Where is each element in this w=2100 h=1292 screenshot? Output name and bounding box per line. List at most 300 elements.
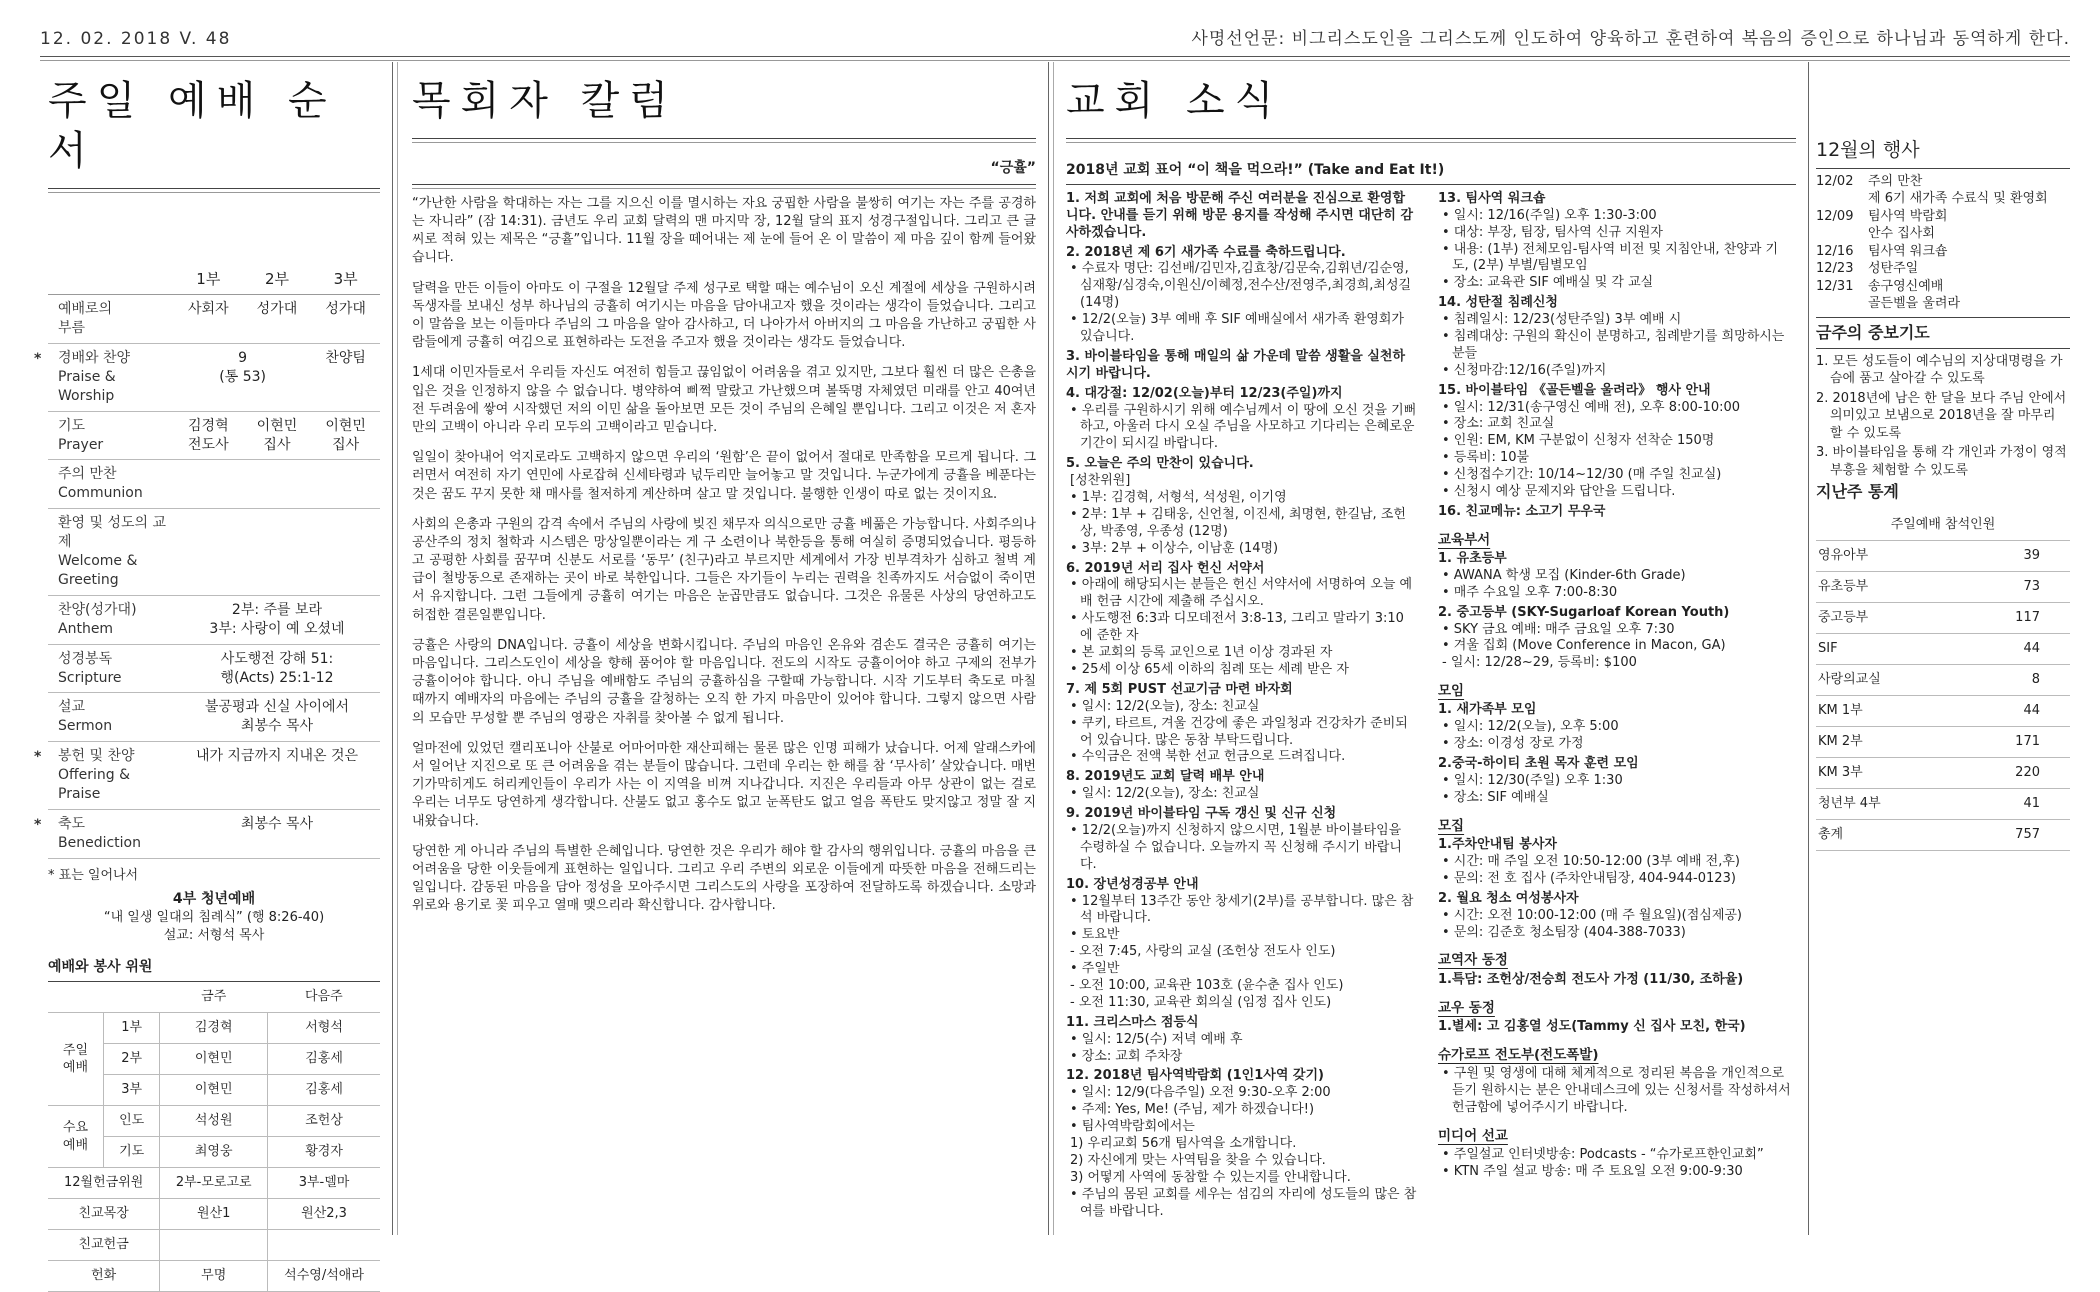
news-item-detail: • 2부: 1부 + 김태웅, 신언철, 이진세, 최명현, 한길남, 조헌상, 박종영, 우종성 (12명) xyxy=(1070,506,1406,539)
worship-item-value: 사도행전 강해 51: 행(Acts) 25:1-12 xyxy=(174,644,380,693)
service-committee-table xyxy=(48,981,380,1292)
worship-row xyxy=(48,509,380,596)
worship-item-value xyxy=(243,509,312,596)
news-item xyxy=(1438,1019,1794,1036)
news-item-detail: • 문의: 전 호 집사 (주차안내팀장, 404-944-0123) xyxy=(1442,870,1736,886)
service-next-week: 원산2,3 xyxy=(268,1199,380,1230)
service-row xyxy=(48,1230,380,1261)
service-role: 친교목장 xyxy=(48,1199,160,1230)
attendance-row xyxy=(1816,757,2070,788)
service-committee-title: 예배와 봉사 위원 xyxy=(48,959,153,976)
news-item-detail: • 인원: EM, KM 구분없이 신청자 선착순 150명 xyxy=(1442,433,1715,449)
news-item xyxy=(1066,561,1416,679)
news-item xyxy=(1438,756,1794,807)
news-right xyxy=(1438,191,1794,1184)
header-blank xyxy=(48,982,160,1013)
worship-row xyxy=(48,295,380,344)
news-item-detail: • 주님의 몸된 교회를 세우는 섬김의 자리에 성도들의 많은 참여를 바랍니다. xyxy=(1070,1186,1417,1219)
column-paragraph: 1세대 이민자들로서 우리들 자신도 여전히 힘들고 끊임없이 어려움을 겪고 있지만, 그보다 훨씬 더 많은 은총을 입은 것을 인정하지 않을 수 없습니다. 병약하여 삐쩍 말랐고 가난했으며 볼뚝명 자체였던 미래를 안고 40여년 전 두려움에 쌓여 시작했던 저의 이민 삶을 돌아보면 모든 것이 주님의 은혜일 뿐입니다. 그리고 이것은 저 혼자만의 고백이 아니라 우리 모두의 고백이라고 믿습니다. xyxy=(412,365,1036,435)
attendance-group: 사랑의교실 xyxy=(1816,664,1953,695)
attendance-group: 중고등부 xyxy=(1816,602,1953,633)
masthead xyxy=(40,22,2070,52)
news-item-detail: • 12월부터 13주간 동안 창세기(2부)를 공부합니다. 많은 참석 바랍니다. xyxy=(1070,893,1414,926)
news-item-detail: • 매주 수요일 오후 7:00-8:30 xyxy=(1442,584,1618,600)
news-item-title: 1. 유초등부 xyxy=(1438,551,1507,567)
worship-item-name: 기도 Prayer xyxy=(48,411,174,460)
attendance-count: 757 xyxy=(1953,819,2070,850)
pastor-column xyxy=(412,66,1036,1235)
date-volume: 12. 02. 2018 V. 48 xyxy=(40,29,232,49)
news-item-title: 12. 2018년 팀사역박람회 (1인1사역 갖기) xyxy=(1066,1068,1324,1084)
section-rule xyxy=(1816,317,2070,318)
news-item xyxy=(1066,191,1416,242)
attendance-table xyxy=(1816,509,2070,851)
news-item-title: 2. 월요 청소 여성봉사자 xyxy=(1438,890,1579,906)
worship-item-value xyxy=(311,460,380,509)
service-role: 1부 xyxy=(103,1013,159,1044)
column-divider xyxy=(397,62,398,1235)
news-item-title: 16. 친교메뉴: 소고기 무우국 xyxy=(1438,503,1606,519)
news-item-detail: [성찬위원] xyxy=(1070,473,1131,489)
news-item-detail: • 시간: 오전 10:00-12:00 (매 주 월요일)(점심제공) xyxy=(1442,907,1743,923)
section-rule xyxy=(1816,168,2070,169)
news-item-detail: • 장소: SIF 예배실 xyxy=(1442,789,1549,805)
attendance-group: 청년부 4부 xyxy=(1816,788,1953,819)
event-date: 12/16 xyxy=(1816,243,1854,259)
section-rule xyxy=(412,184,1036,185)
attendance-row xyxy=(1816,571,2070,602)
news-item-detail: • 쿠키, 타르트, 겨울 건강에 좋은 과일청과 건강차가 준비되어 있습니다. 많은 동참 부탁드립니다. xyxy=(1070,715,1408,748)
worship-item-name: 봉헌 및 찬양 Offering & Praise * xyxy=(48,742,174,810)
service-group: 수요 예배 xyxy=(48,1106,103,1168)
news-item-detail: • 시간: 매 주일 오전 10:50-12:00 (3부 예배 전,후) xyxy=(1442,853,1740,869)
top-rule-thin xyxy=(40,60,2070,61)
news-item-detail: • 구원 및 영생에 대해 체계적으로 정리된 복음을 개인적으로 듣기 원하시는 분은 안내데스크에 있는 신청서를 작성하셔서 헌금함에 넣어주시기 바랍니다. xyxy=(1442,1065,1791,1115)
news-item-detail: • 침례대상: 구원의 확신이 분명하고, 침례받기를 희망하시는 분들 xyxy=(1442,329,1785,361)
news-item-detail: • 겨울 집회 (Move Conference in Macon, GA) xyxy=(1442,638,1726,654)
news-item-detail: • 신청마감:12/16(주일)까지 xyxy=(1442,362,1607,378)
news-item-detail: • 사도행전 6:3과 디모데전서 3:8-13, 그리고 말라기 3:10에 준한 자 xyxy=(1070,611,1404,644)
worship-item-value: 2부: 주를 보라 3부: 사랑이 예 오셨네 xyxy=(174,595,380,644)
header-blank xyxy=(48,249,174,295)
worship-item-value: 이현민 집사 xyxy=(243,411,312,460)
youth-service xyxy=(48,890,380,944)
attendance-count: 73 xyxy=(1953,571,2070,602)
news-item-detail: - 오전 7:45, 사랑의 교실 (조헌상 전도사 인도) xyxy=(1070,944,1336,960)
service-this-week: 무명 xyxy=(160,1261,268,1292)
worship-title: 주일 예배 순서 xyxy=(48,78,337,174)
church-motto: 2018년 교회 표어 “이 책을 먹으라!” (Take and Eat It!) xyxy=(1066,162,1445,178)
service-next-week: 서형석 xyxy=(268,1013,380,1044)
news-item-title: 1. 저희 교회에 처음 방문해 주신 여러분을 진심으로 환영합니다. 안내를 듣기 위해 방문 용지를 작성해 주시면 대단히 감사하겠습니다. xyxy=(1066,190,1414,240)
service-next-week: 석수영/석애라 xyxy=(268,1261,380,1292)
news-item xyxy=(1438,1147,1794,1181)
standing-star: * xyxy=(34,351,42,368)
event-row xyxy=(1816,278,2070,313)
news-item xyxy=(1438,383,1794,501)
prayer-item: 2. 2018년에 남은 한 달을 보다 주님 안에서 의미있고 보냄으로 2018년을 잘 마무리 할 수 있도록 xyxy=(1816,390,2067,441)
worship-row xyxy=(48,344,380,412)
news-item-title: 2. 중고등부 (SKY-Sugarloaf Korean Youth) xyxy=(1438,604,1730,620)
news-item-title: 1.주차안내팀 봉사자 xyxy=(1438,837,1557,853)
news-item-detail: • 대상: 부장, 팀장, 팀사역 신규 지원자 xyxy=(1442,224,1663,240)
service-week-header: 금주 xyxy=(160,982,268,1013)
prayer-title: 금주의 중보기도 xyxy=(1816,323,1930,343)
worship-item-value: 성가대 xyxy=(311,295,380,344)
event-row xyxy=(1816,260,2070,278)
service-this-week: 2부-모로고로 xyxy=(160,1168,268,1199)
news-item xyxy=(1438,504,1794,521)
worship-header-row xyxy=(48,249,380,295)
news-item xyxy=(1066,349,1416,383)
news-item-detail: • 토요반 xyxy=(1070,927,1120,943)
news-item-detail: - 오전 11:30, 교육관 회의실 (임정 집사 인도) xyxy=(1070,994,1332,1010)
news-item-detail: • 1부: 김경혁, 서형석, 석성원, 이기영 xyxy=(1070,490,1287,506)
worship-item-name: 환영 및 성도의 교제 Welcome & Greeting xyxy=(48,509,174,596)
news-item-title: 15. 바이블타임 《골든벨을 울려라》 행사 안내 xyxy=(1438,382,1711,398)
news-item xyxy=(1438,891,1794,942)
event-date: 12/09 xyxy=(1816,208,1854,224)
news-item-detail: • 3부: 2부 + 이상수, 이남훈 (14명) xyxy=(1070,540,1279,556)
event-date: 12/23 xyxy=(1816,261,1854,277)
news-item-detail: • 일시: 12/16(주일) 오후 1:30-3:00 xyxy=(1442,207,1657,223)
column-paragraph: “가난한 사람을 학대하는 자는 그를 지으신 이를 멸시하는 자요 궁핍한 사람을 불쌍히 여기는 자는 주를 공경하는 자니라” (잠 14:31). 금년도 우리 교회 달력의 맨 마지막 장, 12월 달의 표지 성경구절입니다. 그리고 큰 글씨로 적혀 있는 제목은 “긍휼”입니다. 11월 장을 떼어내는 제 눈에 들어 온 이 말씀이 제 마음 깊이 함께 들어왔습니다. xyxy=(412,195,1036,266)
section-rule xyxy=(412,188,1036,189)
worship-item-name: 경배와 찬양 Praise & Worship * xyxy=(48,344,174,412)
news-item-detail: • 수료자 명단: 김선배/김민자,김효창/김문숙,김휘년/김순영,심재황/심경숙,이원신/이혜정,전수산/전영주,최경희,최성길(14명) xyxy=(1070,261,1412,311)
news-item-detail: • 신청시 예상 문제지와 답안을 드립니다. xyxy=(1442,484,1676,500)
attendance-row xyxy=(1816,602,2070,633)
news-item-title: 2. 2018년 제 6기 새가족 수료를 축하드립니다. xyxy=(1066,244,1346,260)
attendance-count: 39 xyxy=(1953,540,2070,571)
service-row xyxy=(48,1261,380,1292)
section-rule xyxy=(412,142,1036,143)
column-divider xyxy=(392,62,393,1235)
attendance-group: 유초등부 xyxy=(1816,571,1953,602)
news-item-detail: • SKY 금요 예배: 매주 금요일 오후 7:30 xyxy=(1442,621,1675,637)
news-item-detail: 2) 자신에게 맞는 사역팀을 찾을 수 있습니다. xyxy=(1070,1152,1326,1168)
worship-item-name: 주의 만찬 Communion xyxy=(48,460,174,509)
news-item-detail: • 우리를 구원하시기 위해 예수님께서 이 땅에 오신 것을 기뻐하고, 아울러 다시 오실 주님을 사모하고 기다리는 은혜로운 기간이 되시길 바랍니다. xyxy=(1070,402,1417,452)
news-item-detail: • 내용: (1부) 전체모임-팀사역 비전 및 지침안내, 찬양과 기도, (2부) 부별/팀별모임 xyxy=(1442,241,1779,274)
attendance-row xyxy=(1816,664,2070,695)
attendance-group: SIF xyxy=(1816,633,1953,664)
news-item-detail: • 문의: 김준호 청소팀장 (404-388-7033) xyxy=(1442,924,1686,940)
pastor-column-title: 목회자 칼럼 xyxy=(412,78,678,124)
standing-star: * xyxy=(34,816,42,833)
event-row xyxy=(1816,208,2070,243)
news-group-title: 슈가로프 전도부(전도폭발) xyxy=(1438,1046,1599,1063)
service-role: 3부 xyxy=(103,1075,159,1106)
news-item xyxy=(1066,1015,1416,1066)
service-row xyxy=(48,1199,380,1230)
worship-item-value: 찬양팀 xyxy=(311,344,380,412)
news-item-title: 13. 팀사역 워크숍 xyxy=(1438,190,1546,206)
news-item-detail: • 장소: 교회 주차장 xyxy=(1070,1048,1183,1064)
event-row xyxy=(1816,243,2070,261)
news-item-title: 9. 2019년 바이블타임 구독 갱신 및 신규 신청 xyxy=(1066,806,1337,822)
news-item xyxy=(1066,877,1416,1012)
column-paragraph: 달력을 만든 이들이 아마도 이 구절을 12월달 주제 성구로 택할 때는 예수님이 오신 계절에 세상을 구원하시려 독생자를 보내신 성부 하나님의 긍휼히 여기시는 마음을 담아내고자 했을 것이라는 생각이 들었습니다. 그리고 이 말씀을 보는 이들마다 주님의 그 마음을 알아 감사하고, 더 나아가서 아버지의 그 마음을 가난하고 궁핍한 사람들에게 긍휼히 여김으로 표현하라는 도전을 주고자 했을 것이라는 생각도 들었습니다. xyxy=(412,280,1036,351)
news-item xyxy=(1438,295,1794,379)
section-rule xyxy=(1066,138,1796,139)
news-title: 교회 소식 xyxy=(1066,78,1284,124)
news-item xyxy=(1066,245,1416,346)
service-this-week: 원산1 xyxy=(160,1199,268,1230)
service-this-week: 김경혁 xyxy=(160,1013,268,1044)
news-item-title: 10. 장년성경공부 안내 xyxy=(1066,876,1199,892)
section-rule xyxy=(1066,184,1796,185)
news-group-title: 교육부서 xyxy=(1438,531,1491,548)
news-item xyxy=(1066,682,1416,766)
attendance-header-row xyxy=(1816,509,2070,540)
events-title: 12월의 행사 xyxy=(1816,139,1920,161)
section-rule xyxy=(1066,142,1796,143)
section-rule xyxy=(48,188,380,189)
worship-item-value: 김경혁 전도사 xyxy=(174,411,243,460)
service-row xyxy=(48,1168,380,1199)
event-name: 주의 만찬 제 6기 새가족 수료식 및 환영회 xyxy=(1868,173,2048,207)
standing-note: * 표는 일어나서 xyxy=(48,867,139,883)
news-item-detail: • 25세 이상 65세 이하의 침례 또는 세례 받은 자 xyxy=(1070,661,1349,677)
event-name: 팀사역 박람회 안수 집사회 xyxy=(1868,208,1948,242)
news-item-detail: - 일시: 12/28~29, 등록비: $100 xyxy=(1442,655,1637,671)
news-item-detail: • 장소: 이경성 장로 가정 xyxy=(1442,736,1584,752)
news-item xyxy=(1438,837,1794,888)
attendance-group: 영유아부 xyxy=(1816,540,1953,571)
news-item-title: 5. 오늘은 주의 만찬이 있습니다. xyxy=(1066,456,1254,472)
news-group-title: 모임 xyxy=(1438,683,1465,700)
news-item-title: 4. 대강절: 12/02(오늘)부터 12/23(주일)까지 xyxy=(1066,385,1343,401)
event-date: 12/02 xyxy=(1816,173,1854,189)
news-item-detail: • 장소: 교육관 SIF 예배실 및 각 교실 xyxy=(1442,275,1654,291)
church-news-column xyxy=(1066,66,1796,1235)
event-name: 성탄주일 xyxy=(1868,261,1919,277)
news-item-detail: • 수익금은 전액 북한 선교 헌금으로 드려집니다. xyxy=(1070,749,1346,765)
news-item-title: 1.특담: 조헌상/전승희 전도사 가정 (11/30, 조하율) xyxy=(1438,971,1744,987)
news-item-detail: • 본 교회의 등록 교인으로 1년 이상 경과된 자 xyxy=(1070,645,1333,661)
news-item-detail: • 팀사역박람회에서는 xyxy=(1070,1119,1195,1135)
news-item-detail: 1) 우리교회 56개 팀사역을 소개합니다. xyxy=(1070,1135,1297,1151)
news-item xyxy=(1438,702,1794,753)
column-paragraph: 긍휼은 사랑의 DNA입니다. 긍휼이 세상을 변화시킵니다. 주님의 마음인 온유와 겸손도 결국은 긍휼히 여기는 마음입니다. 그리스도인이 세상을 향해 품어야 할 마음입니다. 전도의 시작도 긍휼이어야 하고 구제의 전부가 긍휼이어야 합니다. 아니 주님을 예배함도 주님의 긍휼하심을 구할때 가능합니다. 시작 기도부터 축도로 마칠 때까지 예배자의 마음에는 주님의 긍휼을 갈청하는 오직 한 가지 마음만이 있어야 합니다. 그렇지 않으면 사람의 모습만 무성할 뿐 주님의 영광은 자취를 찾아볼 수 없게 됩니다. xyxy=(412,637,1036,726)
attendance-count: 220 xyxy=(1953,757,2070,788)
worship-item-value: 사회자 xyxy=(174,295,243,344)
sidebar-column xyxy=(1816,66,2070,1235)
news-item-title: 11. 크리스마스 점등식 xyxy=(1066,1014,1199,1030)
service-role: 친교헌금 xyxy=(48,1230,160,1261)
news-item xyxy=(1066,1068,1416,1220)
column-paragraph: 당연한 게 아니라 주님의 특별한 은혜입니다. 당연한 것은 우리가 해야 할 감사의 행위입니다. 긍휼의 마음을 큰 어려움을 당한 이웃들에게 표현하는 일입니다. 그리고 우리 주변의 외로운 이들에게 따뜻한 마음을 전해드리는 일입니다. 감동된 마음을 담아 정성을 모아주시면 그리스도의 사랑을 포장하여 전달하도록 하겠습니다. 소망과 위로와 용기로 꽃 피우고 열매 맺으리라 확신합니다. 감사합니다. xyxy=(412,843,1036,914)
service-next-week: 김홍세 xyxy=(268,1044,380,1075)
worship-item-value xyxy=(174,509,243,596)
news-item-title: 1. 새가족부 모임 xyxy=(1438,702,1537,718)
service-next-week: 3부-델마 xyxy=(268,1168,380,1199)
news-item xyxy=(1066,386,1416,454)
worship-item-value: 9 (통 53) xyxy=(174,344,311,412)
worship-item-value xyxy=(174,460,243,509)
worship-item-name: 찬양(성가대) Anthem xyxy=(48,595,174,644)
service-week-header: 다음주 xyxy=(268,982,380,1013)
column-paragraph: 일일이 찾아내어 억지로라도 고백하지 않으면 우리의 ‘원함’은 끝이 없어서 절대로 만족함을 모르게 됩니다. 그러면서 여전히 자기 연민에 사로잡혀 신세타령과 넋두리만 늘어놓고 말 것입니다. 누군가에게 긍휼을 베푼다는 것은 꿈도 꾸지 못한 채 매사를 철저하게 계산하며 살고 말 것입니다. 불행한 인생이 따로 없는 것이지요. xyxy=(412,450,1036,502)
news-item-detail: • 등록비: 10불 xyxy=(1442,450,1530,466)
attendance-group: 총계 xyxy=(1816,819,1953,850)
worship-row xyxy=(48,595,380,644)
column-paragraph: 사회의 은총과 구원의 감격 속에서 주님의 사랑에 빚진 채무자 의식으로만 긍휼 베풂은 가능합니다. 사회주의나 공산주의 정치 철학과 시스템은 망상일뿐이라는 게 구 소련이나 북한등을 통해 여실히 증명되었습니다. 평등하고 공평한 사회를 꿈꾸며 신분도 서로를 ‘동무’ (친구)라고 부르지만 세계에서 가장 빈부격차가 심하고 철벽 계급이 철방동으로 존재하는 곳이 바로 북한입니다. 그들은 자기들이 누리는 권력을 친족까지도 서슴없이 죽이면서 유지합니다. 그런 그들에게 긍휼히 여기는 마음은 눈곱만큼도 없습니다. 그것은 유물론 사상의 당연하고도 허접한 결론일뿐입니다. xyxy=(412,516,1036,623)
column-paragraph: 얼마전에 있었던 캘리포니아 산불로 어마어마한 재산피해는 물론 많은 인명 피해가 났습니다. 어제 알래스카에서 일어난 지진으로 또 큰 어려움을 겪는 분들이 많습니다. 그런데 우리는 한 해를 참 ‘무사히’ 살았습니다. 매번 기가막히게도 허리케인들이 우리가 사는 이 지역을 비껴 지나갑니다. 지진은 우리들과 아무 상관이 없는 걸로 우리는 너무도 당연하게 생각합니다. 산불도 없고 홍수도 없고 눈폭탄도 없고 얼음 폭탄도 맞지않고 정말 잘 지내왔습니다. xyxy=(412,740,1036,829)
news-item-detail: • KTN 주일 설교 방송: 매 주 토요일 오전 9:00-9:30 xyxy=(1442,1163,1743,1179)
worship-row xyxy=(48,809,380,858)
service-this-week: 최영웅 xyxy=(160,1137,268,1168)
worship-order-column xyxy=(34,66,380,1284)
prayer-item: 3. 바이블타임을 통해 각 개인과 가정이 영적 부흥을 체험할 수 있도록 xyxy=(1816,445,2067,478)
worship-item-value xyxy=(311,509,380,596)
standing-star: * xyxy=(34,749,42,766)
section-rule xyxy=(412,138,1036,139)
worship-item-value: 성가대 xyxy=(243,295,312,344)
service-this-week: 이현민 xyxy=(160,1044,268,1075)
news-item-detail: • 주제: Yes, Me! (주님, 제가 하겠습니다!) xyxy=(1070,1102,1315,1118)
news-item-detail: • 주일반 xyxy=(1070,961,1120,977)
news-item-detail: • AWANA 학생 모집 (Kinder-6th Grade) xyxy=(1442,567,1686,583)
attendance-count: 8 xyxy=(1953,664,2070,695)
service-header: 3부 xyxy=(311,249,380,295)
news-item-detail: • 12/2(오늘) 3부 예배 후 SIF 예배실에서 새가족 환영회가 있습니다. xyxy=(1070,312,1404,345)
service-this-week: 석성원 xyxy=(160,1106,268,1137)
attendance-count: 44 xyxy=(1953,633,2070,664)
service-row xyxy=(48,1013,380,1044)
worship-item-value: 최봉수 목사 xyxy=(174,809,380,858)
service-role: 헌화 xyxy=(48,1261,160,1292)
worship-row xyxy=(48,411,380,460)
event-name: 송구영신예배 골든벨을 울려라 xyxy=(1868,278,1961,312)
news-item-title: 14. 성탄절 침례신청 xyxy=(1438,295,1558,311)
worship-item-name: 성경봉독 Scripture xyxy=(48,644,174,693)
attendance-group: KM 1부 xyxy=(1816,695,1953,726)
service-group: 주일 예배 xyxy=(48,1013,103,1106)
section-rule xyxy=(1816,348,2070,349)
news-item-detail: • 일시: 12/2(오늘), 장소: 친교실 xyxy=(1070,698,1260,714)
news-item xyxy=(1438,1066,1794,1117)
worship-item-value: 내가 지금까지 지내온 것은 xyxy=(174,742,380,810)
attendance-row xyxy=(1816,695,2070,726)
service-next-week: 조헌상 xyxy=(268,1106,380,1137)
column-divider xyxy=(1808,62,1809,1235)
news-item-title: 6. 2019년 서리 집사 헌신 서약서 xyxy=(1066,560,1265,576)
worship-item-name: 예배로의 부름 xyxy=(48,295,174,344)
attendance-count: 117 xyxy=(1953,602,2070,633)
worship-row xyxy=(48,693,380,742)
news-item xyxy=(1438,551,1794,602)
attendance-count: 171 xyxy=(1953,726,2070,757)
column-body xyxy=(412,195,1036,916)
news-group-title: 교역자 동정 xyxy=(1438,952,1508,969)
news-item-title: 8. 2019년도 교회 달력 배부 안내 xyxy=(1066,769,1265,785)
service-header: 2부 xyxy=(243,249,312,295)
service-role: 기도 xyxy=(103,1137,159,1168)
youth-service-title: 4부 청년예배 xyxy=(172,891,256,908)
news-item xyxy=(1438,191,1794,292)
worship-row xyxy=(48,460,380,509)
worship-item-value xyxy=(243,460,312,509)
service-this-week xyxy=(160,1230,268,1261)
news-item-detail: • 주일설교 인터넷방송: Podcasts - “슈가로프한인교회” xyxy=(1442,1146,1764,1162)
service-next-week xyxy=(268,1230,380,1261)
news-left xyxy=(1066,191,1416,1224)
youth-service-text: “내 일생 일대의 침례식” (행 8:26-40) xyxy=(103,910,325,926)
news-item-title: 1.별세: 고 김홍열 성도(Tammy 신 집사 모친, 한국) xyxy=(1438,1018,1746,1034)
news-item-detail: • 아래에 해당되시는 분들은 헌신 서약서에 서명하여 오늘 예배 헌금 시간에 제출해 주십시오. xyxy=(1070,577,1413,610)
attendance-header: 주일예배 참석인원 xyxy=(1816,509,2070,540)
events-list xyxy=(1816,173,2070,313)
news-item-detail: • 침례일시: 12/23(성탄주일) 3부 예배 시 xyxy=(1442,312,1682,328)
news-item-detail: • 12/2(오늘)까지 신청하지 않으시면, 1월분 바이블타임을 수령하실 수 없습니다. 오늘까지 꼭 신청해 주시기 바랍니다. xyxy=(1070,822,1402,872)
news-item-detail: • 일시: 12/9(다음주일) 오전 9:30-오후 2:00 xyxy=(1070,1085,1331,1101)
column-subject: “긍휼” xyxy=(990,160,1036,176)
news-item-detail: • 일시: 12/5(수) 저녁 예배 후 xyxy=(1070,1031,1243,1047)
attendance-count: 44 xyxy=(1953,695,2070,726)
news-group-title: 미디어 선교 xyxy=(1438,1127,1508,1144)
service-next-week: 황경자 xyxy=(268,1137,380,1168)
event-row xyxy=(1816,173,2070,208)
youth-service-preacher: 설교: 서형석 목사 xyxy=(163,927,265,943)
news-item-detail: • 일시: 12/2(오늘), 장소: 친교실 xyxy=(1070,786,1260,802)
worship-table xyxy=(34,249,380,859)
attendance-row xyxy=(1816,633,2070,664)
mission-statement: 사명선언문: 비그리스도인을 그리스도께 인도하여 양육하고 훈련하여 복음의 증인으로 하나님과 동역하게 한다. xyxy=(1191,29,2070,49)
worship-item-value: 이현민 집사 xyxy=(311,411,380,460)
prayer-item: 1. 모든 성도들이 예수님의 지상대명령을 가슴에 품고 살아갈 수 있도록 xyxy=(1816,353,2063,387)
service-role: 2부 xyxy=(103,1044,159,1075)
worship-item-value: 불공평과 신실 사이에서 최봉수 목사 xyxy=(174,693,380,742)
event-name: 팀사역 워크숍 xyxy=(1868,243,1948,259)
news-item-detail: - 오전 10:00, 교육관 103호 (윤수춘 집사 인도) xyxy=(1070,977,1344,993)
news-item-detail: • 일시: 12/30(주일) 오후 1:30 xyxy=(1442,773,1623,789)
news-item xyxy=(1438,972,1794,989)
news-item xyxy=(1066,456,1416,557)
news-group-title: 교우 동정 xyxy=(1438,999,1495,1016)
news-item xyxy=(1438,605,1794,673)
news-group-title: 모집 xyxy=(1438,817,1465,834)
service-role: 12월헌금위원 xyxy=(48,1168,160,1199)
service-next-week: 김홍세 xyxy=(268,1075,380,1106)
worship-row xyxy=(48,644,380,693)
attendance-row xyxy=(1816,788,2070,819)
section-rule xyxy=(48,192,380,193)
attendance-group: KM 3부 xyxy=(1816,757,1953,788)
news-item-detail: • 일시: 12/2(오늘), 오후 5:00 xyxy=(1442,719,1619,735)
prayer-list xyxy=(1816,353,2070,480)
news-item-title: 2.중국-하이티 초원 목자 훈련 모임 xyxy=(1438,756,1639,772)
service-this-week: 이현민 xyxy=(160,1075,268,1106)
stats-title: 지난주 통계 xyxy=(1816,482,1899,502)
news-item-detail: • 장소: 교회 친교실 xyxy=(1442,416,1555,432)
service-row xyxy=(48,1106,380,1137)
attendance-row xyxy=(1816,819,2070,850)
attendance-row xyxy=(1816,726,2070,757)
news-item xyxy=(1066,769,1416,803)
top-rule xyxy=(40,56,2070,57)
attendance-group: KM 2부 xyxy=(1816,726,1953,757)
news-item-detail: 3) 어떻게 사역에 동참할 수 있는지를 안내합니다. xyxy=(1070,1169,1351,1185)
worship-item-name: 축도 Benediction * xyxy=(48,809,174,858)
worship-item-name: 설교 Sermon xyxy=(48,693,174,742)
news-item-title: 7. 제 5회 PUST 선교기금 마련 바자회 xyxy=(1066,681,1293,697)
attendance-row xyxy=(1816,540,2070,571)
column-divider xyxy=(1048,62,1049,1235)
worship-row xyxy=(48,742,380,810)
news-item xyxy=(1066,806,1416,874)
